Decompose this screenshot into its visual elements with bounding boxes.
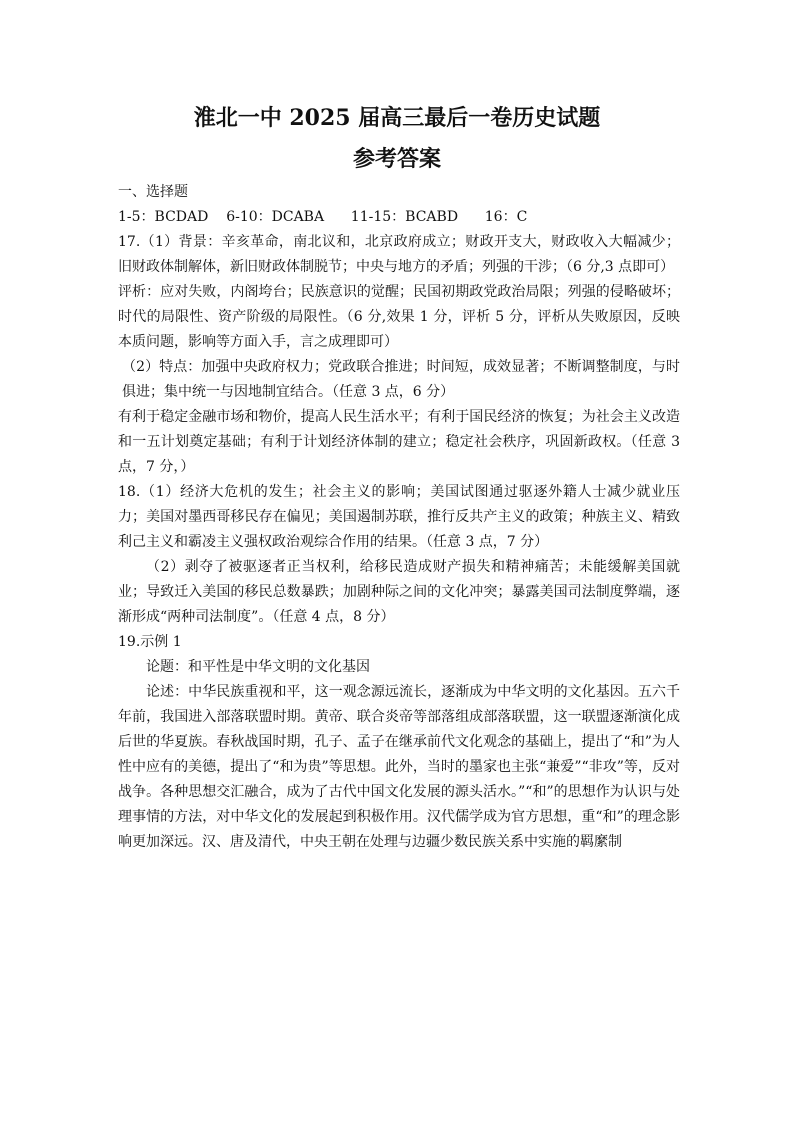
mc-answer-1-5: 1-5：BCDAD	[118, 209, 209, 225]
q18-part1: 18.（1）经济大危机的发生；社会主义的影响；美国试图通过驱逐外籍人士减少就业压力；美国对墨西哥移民存在偏见；美国遏制苏联，推行反共产主义的政策；种族主义、精致利己主义和霸凌主义强权政治观综合作用的结果。（任意 3 点，7 分）	[118, 484, 680, 550]
mc-answers-row	[118, 205, 680, 230]
q17-part2-features: （2）特点：加强中央政府权力；党政联合推进；时间短，成效显著；不断调整制度，与时俱进；集中统一与因地制宜结合。（任意 3 点，6 分）	[122, 359, 680, 400]
q19-topic: 论题：和平性是中华文明的文化基因	[146, 659, 370, 675]
mc-heading: 一、选择题	[118, 184, 188, 200]
q19-label: 19.示例 1	[118, 634, 182, 650]
mc-answer-6-10: 6-10：DCABA	[226, 209, 325, 225]
mc-answer-11-15: 11-15：BCABD	[350, 209, 459, 225]
page-title: 淮北一中 2025 届高三最后一卷历史试题	[193, 105, 601, 131]
page-subtitle: 参考答案	[352, 146, 441, 172]
q17-part1-evaluation: 评析：应对失败，内阁垮台；民族意识的觉醒；民国初期政党政治局限；列强的侵略破坏；时代的局限性、资产阶级的局限性。（6 分,效果 1 分，评析 5 分，评析从失败原因，反映本质问题，影响等方面入手，言之成理即可）	[118, 284, 680, 350]
mc-answer-16: 16：C	[484, 209, 528, 225]
q18-part2: （2）剥夺了被驱逐者正当权利，给移民造成财产损失和精神痛苦；未能缓解美国就业；导致迁入美国的移民总数暴跌；加剧种际之间的文化冲突；暴露美国司法制度弊端，逐渐形成“两种司法制度”。（任意 4 点，8 分）	[118, 559, 680, 625]
q17-part1-background: 17.（1）背景：辛亥革命，南北议和，北京政府成立；财政开支大，财政收入大幅减少；旧财政体制解体，新旧财政体制脱节；中央与地方的矛盾；列强的干涉；（6 分,3 点即可）	[118, 234, 680, 275]
answer-body	[118, 180, 680, 855]
q19-argument: 论述：中华民族重视和平，这一观念源远流长，逐渐成为中华文明的文化基因。五六千年前，我国进入部落联盟时期。黄帝、联合炎帝等部落组成部落联盟，这一联盟逐渐演化成后世的华夏族。春秋战国时期，孔子、孟子在继承前代文化观念的基础上，提出了“和”为人性中应有的美德，提出了“和为贵”等思想。此外，当时的墨家也主张“兼爱”“非攻”等，反对战争。各种思想交汇融合，成为了古代中国文化发展的源头活水。”“和”的思想作为认识与处理事情的方法，对中华文化的发展起到积极作用。汉代儒学成为官方思想，重“和”的理念影响更加深远。汉、唐及清代，中央王朝在处理与边疆少数民族关系中实施的羁縻制	[118, 684, 680, 850]
q17-part2-significance: 有利于稳定金融市场和物价，提高人民生活水平；有利于国民经济的恢复；为社会主义改造和一五计划奠定基础；有利于计划经济体制的建立；稳定社会秩序，巩固新政权。（任意 3 点，7 分，）	[118, 409, 680, 475]
